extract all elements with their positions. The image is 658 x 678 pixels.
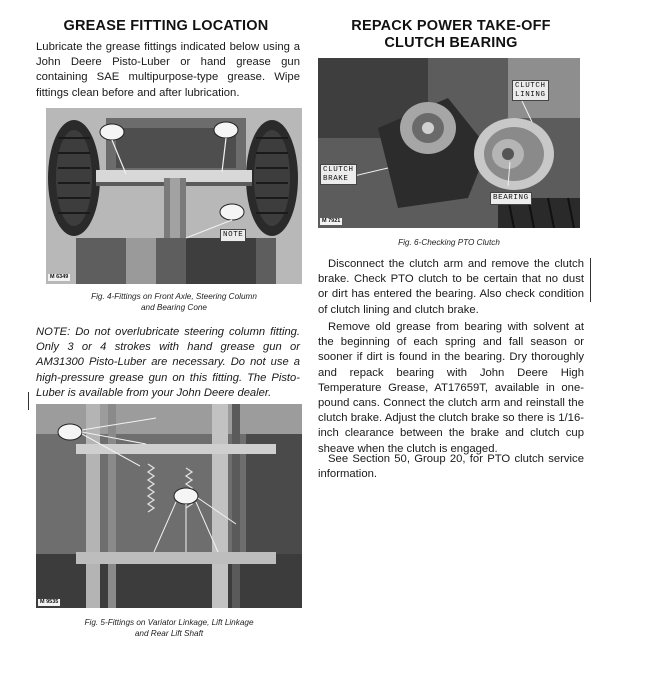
fig4-note-callout: NOTE [220,229,246,242]
clutch-brake-callout: CLUTCH BRAKE [320,164,357,185]
fig5-caption-line2: and Rear Lift Shaft [134,628,204,638]
fig5-caption [36,618,302,639]
fig5-caption-line1: Fig. 5-Fittings on Variator Linkage, Lift Linkage [84,618,254,627]
right-margin-rule [590,258,591,302]
left-margin-rule [28,392,29,410]
fig4-tag: M 6349 [50,274,69,280]
pto-heading-line1: REPACK POWER TAKE-OFF [351,18,551,34]
pto-paragraph-2: Remove old grease from bearing with solvent at the beginning of each spring and fall season or sooner if dirt is found in the bearing. Dry thoroughly and repack bearing with John Deere High Temperature Grease, AT17659T, available in one-pound cans. Connect the clutch arm and reinstall the clutch brake. Adjust the clutch brake so there is 1/16-inch clearance between the brake and clutch cup sheave when the clutch is engaged. [318,321,584,455]
bearing-callout: BEARING [490,192,532,205]
fig4-caption-line1: Fig. 4-Fittings on Front Axle, Steering Column [91,292,257,301]
fig4-caption [46,292,302,313]
pto-paragraph-1: Disconnect the clutch arm and remove the clutch brake. Check PTO clutch to be certain that no dust or dirt has entered the bearing. Also check condition of clutch lining and clutch brake. [318,258,584,316]
fig5-linkage-photo [36,404,302,608]
fig6-pto-clutch-photo [318,58,580,228]
fig6-caption: Fig. 6-Checking PTO Clutch [398,238,500,247]
clutch-lining-callout: CLUTCH LINING [512,80,549,101]
fig5-tag: M 9535 [40,599,59,605]
pto-heading-line2: CLUTCH BEARING [384,35,518,51]
grease-fitting-heading: GREASE FITTING LOCATION [63,18,269,34]
pto-paragraph-3: See Section 50, Group 20, for PTO clutch service information. [318,453,584,481]
pto-clutch-heading [318,18,584,52]
steering-column-note: NOTE: Do not overlubricate steering column fitting. Only 3 or 4 strokes with hand grease gun or AM31300 Pisto-Luber are necessary. Do not use a high-pressure grease gun on this fitting. The Pisto-Luber is available from your John Deere dealer. [36,326,300,399]
fig4-front-axle-photo [46,108,302,284]
fig6-tag: M 7921 [322,218,341,224]
fig4-caption-line2: and Bearing Cone [140,302,207,312]
grease-intro-paragraph: Lubricate the grease fittings indicated below using a John Deere Pisto-Luber or hand grease gun containing SAE multipurpose-type grease. Wipe fittings clean before and after lubrication. [36,41,300,99]
